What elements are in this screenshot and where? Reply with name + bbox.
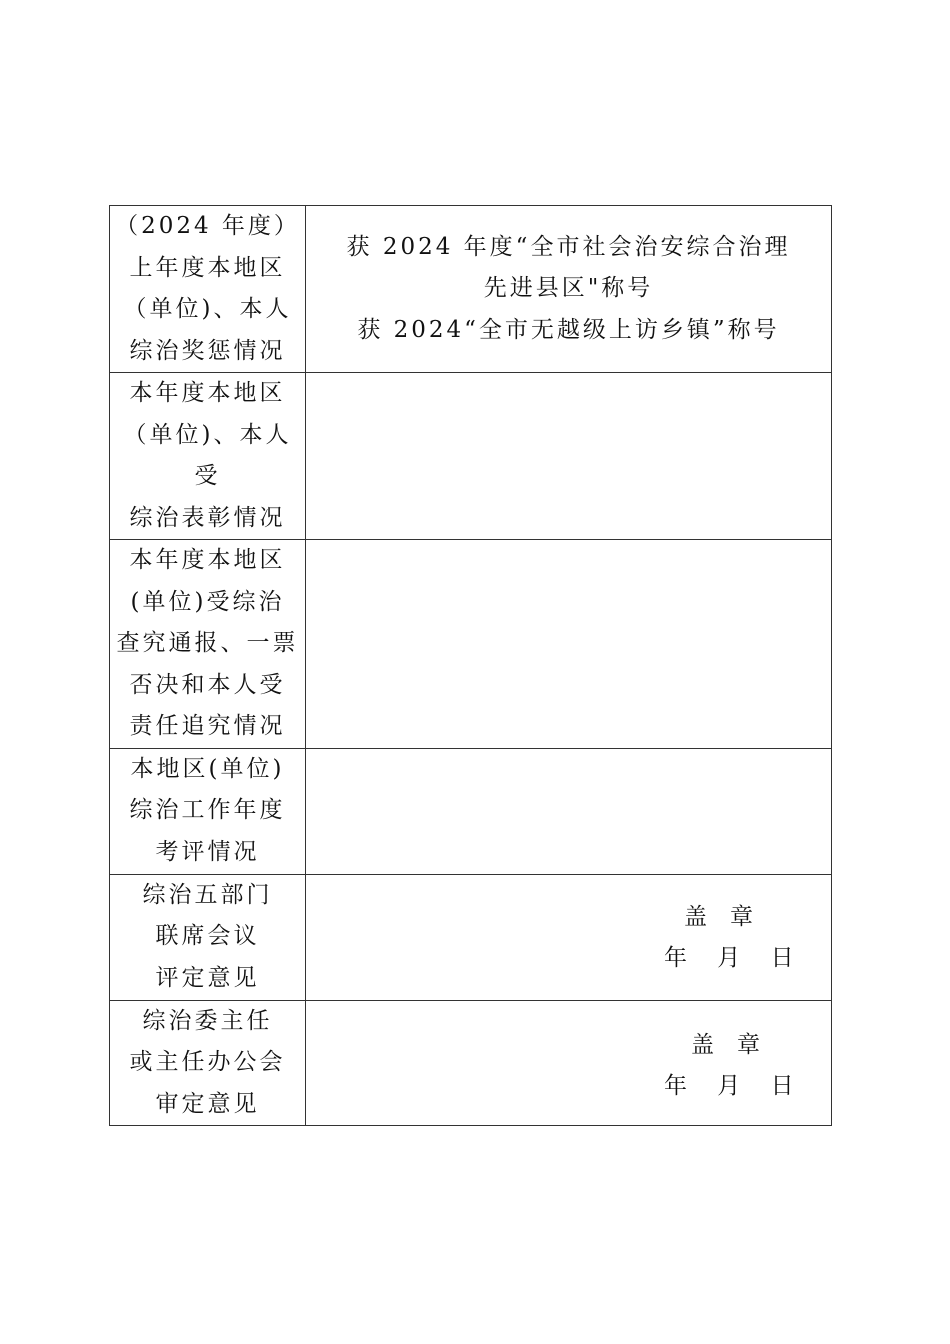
label-line: (单位)受综治 — [130, 588, 285, 615]
seal-label: 盖 章 — [684, 903, 753, 930]
date-label: 年 月 日 — [664, 1072, 794, 1099]
row-content-cell[interactable] — [306, 1000, 832, 1126]
row-label-cell — [110, 206, 306, 373]
table-row — [110, 1000, 832, 1126]
table-row — [110, 206, 832, 373]
label-line: 本年度本地区 — [129, 547, 286, 573]
row-content-cell[interactable] — [306, 540, 832, 749]
row-label-cell — [110, 1000, 306, 1126]
table-row — [110, 748, 832, 874]
table-row — [110, 540, 832, 749]
row-content-cell — [306, 206, 832, 373]
seal-area — [306, 875, 831, 1000]
row-content-cell[interactable] — [306, 748, 832, 874]
label-line: （2024 年度） — [115, 213, 300, 239]
label-line: 查究通报、一票 — [116, 630, 299, 656]
assessment-form-table — [109, 205, 832, 1126]
table-row — [110, 373, 832, 540]
label-line: 综治表彰情况 — [129, 504, 286, 531]
content-line: 获 2024“全市无越级上访乡镇”称号 — [357, 316, 780, 343]
row-label-cell — [110, 373, 306, 540]
row-label-cell — [110, 540, 306, 749]
label-line: 综治奖惩情况 — [129, 337, 286, 364]
label-line: 考评情况 — [155, 838, 260, 865]
label-line: 受 — [194, 463, 221, 489]
label-line: 综治五部门 — [142, 881, 273, 908]
label-line: 联席会议 — [155, 923, 260, 950]
label-line: 综治工作年度 — [129, 797, 286, 824]
label-line: 审定意见 — [155, 1090, 260, 1117]
date-label: 年 月 日 — [664, 944, 794, 971]
seal-label: 盖 章 — [691, 1031, 760, 1058]
label-line: 评定意见 — [155, 964, 260, 991]
row-content-cell[interactable] — [306, 874, 832, 1000]
label-line: 上年度本地区 — [129, 254, 286, 281]
label-line: （单位)、本人 — [123, 296, 292, 322]
table-row — [110, 874, 832, 1000]
label-line: 否决和本人受 — [129, 671, 286, 698]
label-line: 或主任办公会 — [129, 1049, 286, 1075]
row-label-cell — [110, 874, 306, 1000]
label-line: 本地区(单位) — [130, 755, 285, 782]
row-content-cell[interactable] — [306, 373, 832, 540]
content-line: 先进县区"称号 — [483, 275, 654, 302]
label-line: 本年度本地区 — [129, 380, 286, 406]
seal-area — [306, 1001, 831, 1126]
label-line: 责任追究情况 — [129, 713, 286, 739]
label-line: （单位)、本人 — [123, 421, 292, 448]
label-line: 综治委主任 — [142, 1007, 273, 1034]
row-label-cell — [110, 748, 306, 874]
content-line: 获 2024 年度“全市社会治安综合治理 — [346, 233, 791, 260]
